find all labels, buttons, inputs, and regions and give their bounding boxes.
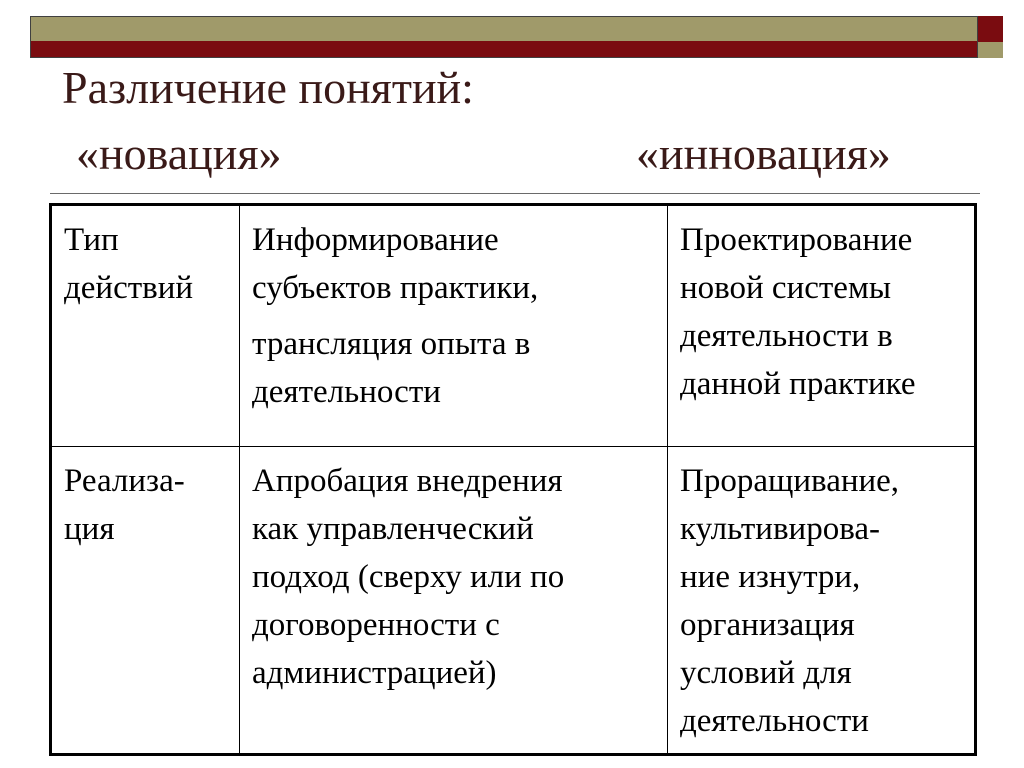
- cell-text-line: организация: [680, 607, 855, 643]
- cell-text-line: как управленческий: [252, 511, 534, 547]
- slide-title: Различение понятий:: [62, 62, 474, 113]
- cell-text-line: деятельности: [252, 374, 441, 410]
- corner-mini-square: [992, 44, 1001, 53]
- table-row: [51, 447, 976, 755]
- row-label-line: Тип: [64, 222, 119, 258]
- comparison-table: [49, 203, 977, 756]
- innovation-cell: [668, 447, 976, 755]
- cell-text-line: договоренности с: [252, 607, 500, 643]
- header-decoration-bar: [30, 16, 978, 58]
- cell-text-line: ние изнутри,: [680, 559, 861, 595]
- cell-text-line: Информирование: [252, 222, 499, 258]
- corner-square-maroon: [978, 16, 1003, 42]
- term-novation: «новация»: [76, 128, 282, 179]
- novation-cell: [240, 205, 668, 447]
- cell-text-line: новой системы: [680, 270, 892, 306]
- cell-text-line: Проращивание,: [680, 463, 900, 499]
- cell-text-line: условий для: [680, 655, 852, 691]
- row-label-cell: [51, 205, 240, 447]
- cell-text-line: администрацией): [252, 655, 497, 691]
- olive-stripe: [31, 17, 977, 41]
- row-label-line: Реализа-: [64, 463, 185, 499]
- cell-text-line: Проектирование: [680, 222, 913, 258]
- cell-text-line: культивирова-: [680, 511, 880, 547]
- title-divider: [50, 193, 980, 194]
- row-label-line: действий: [64, 270, 194, 306]
- table-row: [51, 205, 976, 447]
- row-label-cell: [51, 447, 240, 755]
- cell-text-line: Апробация внедрения: [252, 463, 563, 499]
- cell-text-line: подход (сверху или по: [252, 559, 565, 595]
- cell-text-line: деятельности в: [680, 318, 893, 354]
- cell-text-line: деятельности: [680, 703, 869, 739]
- cell-text-line: данной практике: [680, 366, 916, 402]
- cell-text-line: трансляция опыта в: [252, 326, 531, 362]
- row-label-line: ция: [64, 511, 115, 547]
- cell-text-line: субъектов практики,: [252, 270, 539, 306]
- novation-cell: [240, 447, 668, 755]
- term-innovation: «инновация»: [636, 128, 891, 179]
- maroon-stripe: [31, 41, 977, 57]
- innovation-cell: [668, 205, 976, 447]
